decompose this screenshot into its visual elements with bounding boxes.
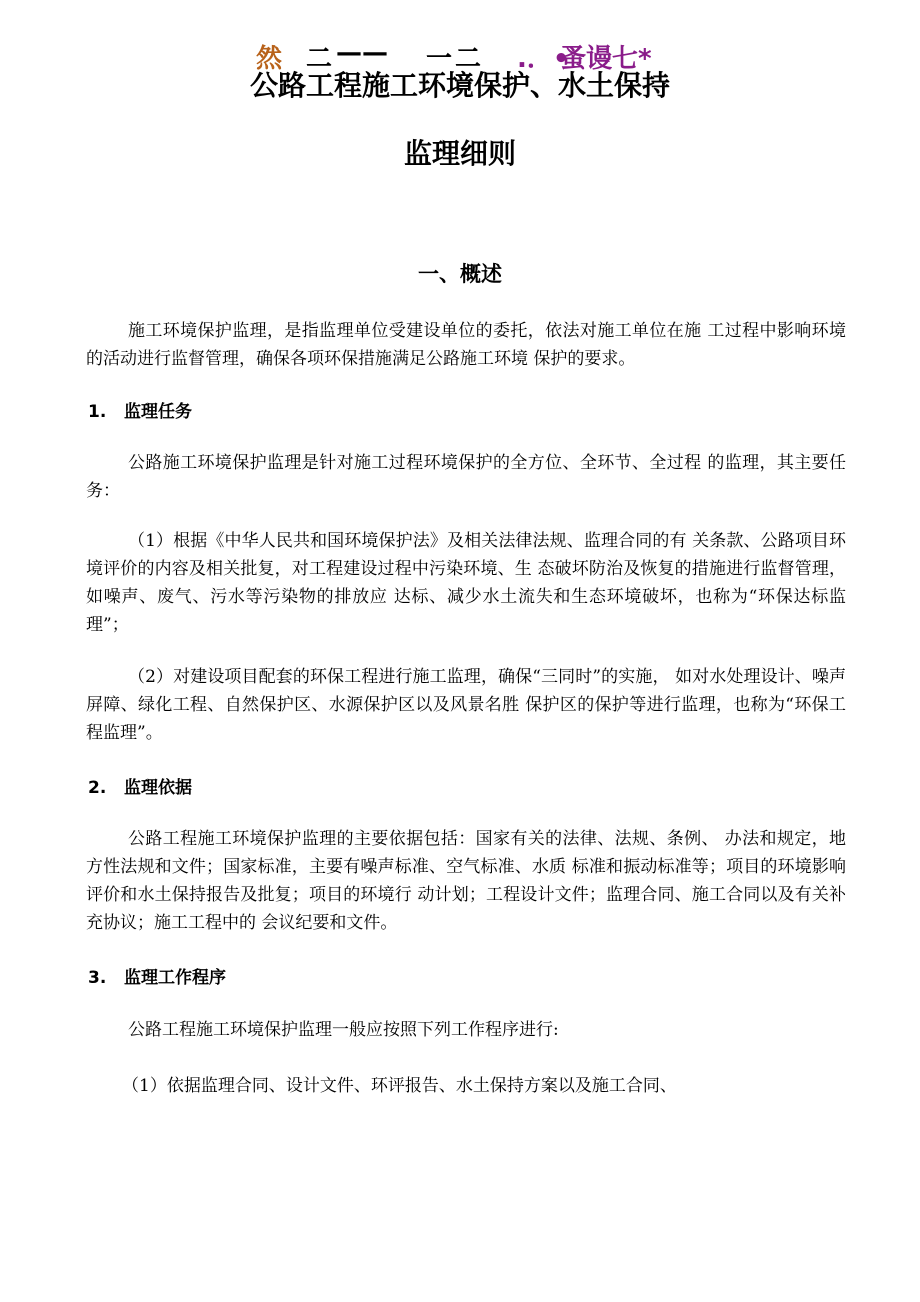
overview-paragraph: 施工环境保护监理，是指监理单位受建设单位的委托，依法对施工单位在施 工过程中影响环境的活动进行监督管理，确保各项环保措施满足公路施工环境 保护的要求。 — [86, 321, 846, 369]
item-heading-procedure — [88, 966, 226, 990]
item-number: 3. — [88, 968, 107, 988]
header-artifact: 二 — [455, 44, 482, 74]
item-label: 监理依据 — [124, 778, 192, 798]
header-artifact: —— — [336, 38, 388, 68]
item-label: 监理工作程序 — [124, 968, 226, 988]
procedure-paragraph: 公路工程施工环境保护监理一般应按照下列工作程序进行: — [128, 1020, 559, 1040]
tasks-item-2: （2）对建设项目配套的环保工程进行施工监理，确保“三同时”的实施， 如对水处理设计、噪声屏障、绿化工程、自然保护区、水源保护区以及风景名胜 保护区的保护等进行监理，也称为“环保工程监理”。 — [86, 667, 846, 743]
header-artifact: 二 — [306, 44, 333, 74]
item-number: 1. — [88, 402, 107, 422]
header-artifact: 然 — [256, 44, 283, 74]
item-number: 2. — [88, 778, 107, 798]
document-title-line2: 监理细则 — [403, 137, 516, 170]
item-heading-tasks — [88, 400, 192, 424]
section-heading-overview: 一、概述 — [418, 262, 502, 286]
header-artifact: .．• — [517, 44, 570, 74]
tasks-paragraph: 公路施工环境保护监理是针对施工过程环境保护的全方位、全环节、全过程 的监理，其主要任务： — [86, 453, 846, 501]
header-artifact: 蚤谩七* — [560, 44, 652, 74]
basis-paragraph: 公路工程施工环境保护监理的主要依据包括：国家有关的法律、法规、条例、 办法和规定，地方性法规和文件；国家标准，主要有噪声标准、空气标准、水质 标准和振动标准等；项目的环境影响评价和水土保持报告及批复；项目的环境行 动计划；工程设计文件；监理合同、施工合同以及有关补充协议；施工工程中的 会议纪要和文件。 — [86, 829, 846, 933]
procedure-item-1: （1）依据监理合同、设计文件、环评报告、水土保持方案以及施工合同、 — [122, 1076, 677, 1096]
item-label: 监理任务 — [124, 402, 192, 422]
document-title-line1: 公路工程施工环境保护、水土保持 — [249, 69, 670, 102]
item-heading-basis — [88, 776, 192, 800]
tasks-item-1: （1）根据《中华人民共和国环境保护法》及相关法律法规、监理合同的有 关条款、公路项目环境评价的内容及相关批复，对工程建设过程中污染环境、生 态破坏防治及恢复的措施进行监督管理，如噪声、废气、污水等污染物的排放应 达标、减少水土流失和生态环境破坏，也称为“环保达标监理”； — [86, 531, 846, 635]
header-artifact: 一 — [426, 44, 453, 74]
